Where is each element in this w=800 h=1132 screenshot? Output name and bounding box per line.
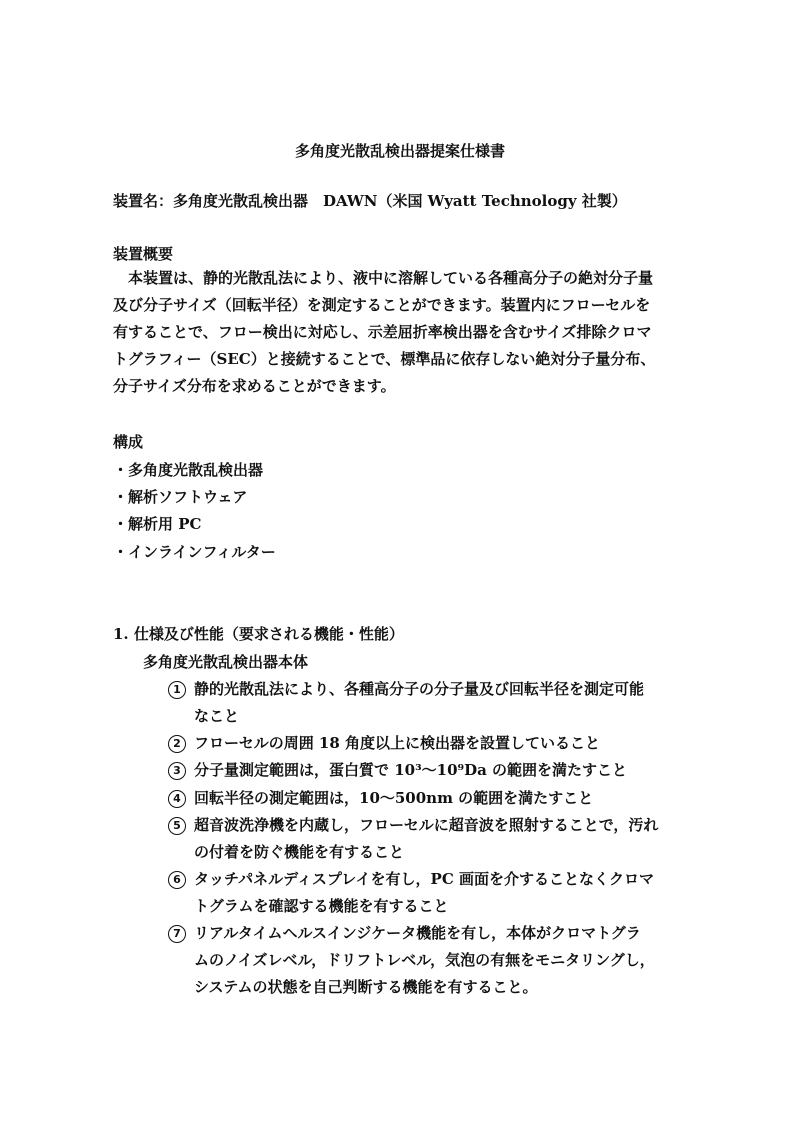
circled-number: 5 (168, 817, 186, 835)
spec-item-text: リアルタイムヘルスインジケータ機能を有し，本体がクロマトグラ (194, 924, 641, 942)
circled-number: 4 (168, 790, 186, 808)
spec-item-5-continuation: の付着を防ぐ機能を有すること (194, 843, 405, 861)
spec-item-text: 超音波洗浄機を内蔵し，フローセルに超音波を照射することで，汚れ (194, 816, 659, 834)
spec-item-3 (168, 759, 627, 781)
spec-item-text: 分子量測定範囲は，蛋白質で 10³～10⁹Da の範囲を満たすこと (194, 761, 628, 779)
spec-item-text: フローセルの周囲 18 角度以上に検出器を設置していること (194, 734, 601, 752)
spec-item-2 (168, 732, 600, 754)
device-name: 装置名：多角度光散乱検出器 DAWN（米国 Wyatt Technology 社製） (113, 192, 627, 210)
spec-item-7 (168, 922, 641, 944)
circled-number: 7 (168, 925, 186, 943)
spec-item-7-continuation: ムのノイズレベル，ドリフトレベル，気泡の有無をモニタリングし， (194, 951, 655, 969)
overview-line: 及び分子サイズ（回転半径）を測定することができます。装置内にフローセルを (113, 296, 651, 314)
spec-item-text: 静的光散乱法により、各種高分子の分子量及び回転半径を測定可能 (194, 680, 645, 698)
spec-item-text: 回転半径の測定範囲は，10～500nm の範囲を満たすこと (194, 789, 594, 807)
section1-heading: 1. 仕様及び性能（要求される機能・性能） (113, 625, 404, 643)
spec-item-text: タッチパネルディスプレイを有し，PC 画面を介することなくクロマ (194, 870, 654, 888)
overview-heading: 装置概要 (113, 245, 174, 263)
spec-item-5 (168, 814, 658, 836)
composition-item: ・インラインフィルター (113, 543, 276, 561)
circled-number: 1 (168, 681, 186, 699)
composition-item: ・解析用 PC (113, 515, 202, 533)
composition-item: ・多角度光散乱検出器 (113, 461, 264, 479)
circled-number: 6 (168, 871, 186, 889)
spec-item-4 (168, 787, 593, 809)
overview-line: 分子サイズ分布を求めることができます。 (113, 377, 396, 395)
overview-line: 本装置は、静的光散乱法により、液中に溶解している各種高分子の絶対分子量 (113, 269, 654, 287)
composition-item: ・解析ソフトウェア (113, 488, 248, 506)
overview-line: トグラフィー（SEC）と接続することで、標準品に依存しない絶対分子量分布、 (113, 350, 656, 368)
document-title: 多角度光散乱検出器提案仕様書 (294, 142, 505, 160)
circled-number: 2 (168, 735, 186, 753)
spec-item-6-continuation: トグラムを確認する機能を有すること (194, 897, 449, 915)
composition-heading: 構成 (113, 433, 144, 451)
overview-line: 有することで、フロー検出に対応し、示差屈折率検出器を含むサイズ排除クロマ (113, 323, 652, 341)
spec-item-7-continuation: システムの状態を自己判断する機能を有すること。 (194, 978, 538, 996)
spec-item-1 (168, 678, 644, 700)
spec-item-1-continuation: なこと (194, 707, 240, 725)
section1-subheading: 多角度光散乱検出器本体 (143, 653, 309, 671)
circled-number: 3 (168, 762, 186, 780)
spec-item-6 (168, 868, 654, 890)
